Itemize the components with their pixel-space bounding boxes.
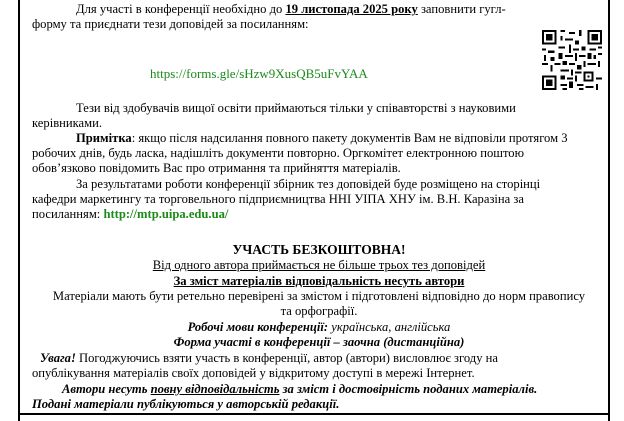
note-line-2: робочих днів, будь ласка, надішліть документи повторно. Оргкомітет електронною поштою bbox=[32, 146, 524, 160]
results-text-3: посиланням: bbox=[32, 207, 104, 221]
final-text-a: Автори несуть bbox=[62, 382, 151, 396]
final-text-b: за зміст і достовірність поданих матеріалів. bbox=[279, 382, 538, 396]
final-line-2: Подані матеріали публікуються у авторській редакції. bbox=[32, 397, 340, 411]
review-line-2: та орфографії. bbox=[280, 304, 358, 318]
attention-line-1 bbox=[40, 351, 498, 365]
free-participation-title: УЧАСТЬ БЕЗКОШТОВНА! bbox=[232, 242, 406, 257]
frame-right-border bbox=[608, 0, 610, 421]
note-label: Примітка bbox=[76, 131, 132, 145]
attention-label: Увага! bbox=[40, 351, 76, 365]
intro-line-1 bbox=[76, 2, 506, 16]
participation-format: Форма участі в конференції – заочна (дистанційна) bbox=[173, 335, 465, 349]
languages-label: Робочі мови конференції: bbox=[187, 320, 329, 334]
attention-line-2: опублікування матеріалів своїх доповідей у відкритому доступі в мережі Інтернет. bbox=[32, 366, 475, 380]
languages-value: українська, англійська bbox=[328, 320, 451, 334]
responsibility-text: За зміст матеріалів відповідальність несуть автори bbox=[173, 274, 465, 288]
department-site-link[interactable]: http://mtp.uipa.edu.ua/ bbox=[103, 207, 229, 221]
attention-text-1: Погоджуючись взяти участь в конференції, автор (автори) висловлює згоду на bbox=[75, 351, 498, 365]
working-languages bbox=[32, 320, 606, 334]
results-line-1: За результатами роботи конференції збірник тез доповідей буде розміщено на сторінці bbox=[76, 177, 541, 191]
intro-text-a: Для участі в конференції необхідно до bbox=[76, 2, 286, 16]
results-line-2: кафедри маркетингу та торговельного підприємництва ННІ УІПА ХНУ ім. В.Н. Каразіна за bbox=[32, 192, 524, 206]
review-line-1: Матеріали мають бути ретельно перевірені за змістом і підготовлені відповідно до норм правопису bbox=[52, 289, 586, 303]
responsibility-note bbox=[32, 274, 606, 288]
results-line-3 bbox=[32, 207, 228, 221]
note-line-3: обов’язково повідомить Вас про отримання та прийняття матеріалів. bbox=[32, 161, 401, 175]
note-line-1 bbox=[76, 131, 568, 145]
deadline-date: 19 листопада 2025 року bbox=[285, 2, 418, 16]
intro-line-2: форму та приєднати тези доповідей за посиланням: bbox=[32, 17, 309, 31]
abstract-limit bbox=[32, 258, 606, 272]
final-text-underlined: повну відповідальність bbox=[150, 382, 280, 396]
google-form-link[interactable]: https://forms.gle/sHzw9XusQB5uFvYAA bbox=[150, 66, 368, 81]
frame-bottom-border bbox=[18, 413, 610, 415]
students-line-2: керівниками. bbox=[32, 116, 102, 130]
abstract-limit-text: Від одного автора приймається не більше трьох тез доповідей bbox=[152, 258, 486, 272]
intro-text-b: заповнити гугл- bbox=[417, 2, 506, 16]
qr-code-icon bbox=[542, 30, 602, 90]
frame-left-border bbox=[18, 0, 20, 421]
students-line-1: Тези від здобувачів вищої освіти приймаються тільки у співавторстві з науковими bbox=[76, 101, 516, 115]
note-text-1: : якщо після надсилання повного пакету документів Вам не відповіли протягом 3 bbox=[131, 131, 568, 145]
final-line-1 bbox=[62, 382, 537, 396]
